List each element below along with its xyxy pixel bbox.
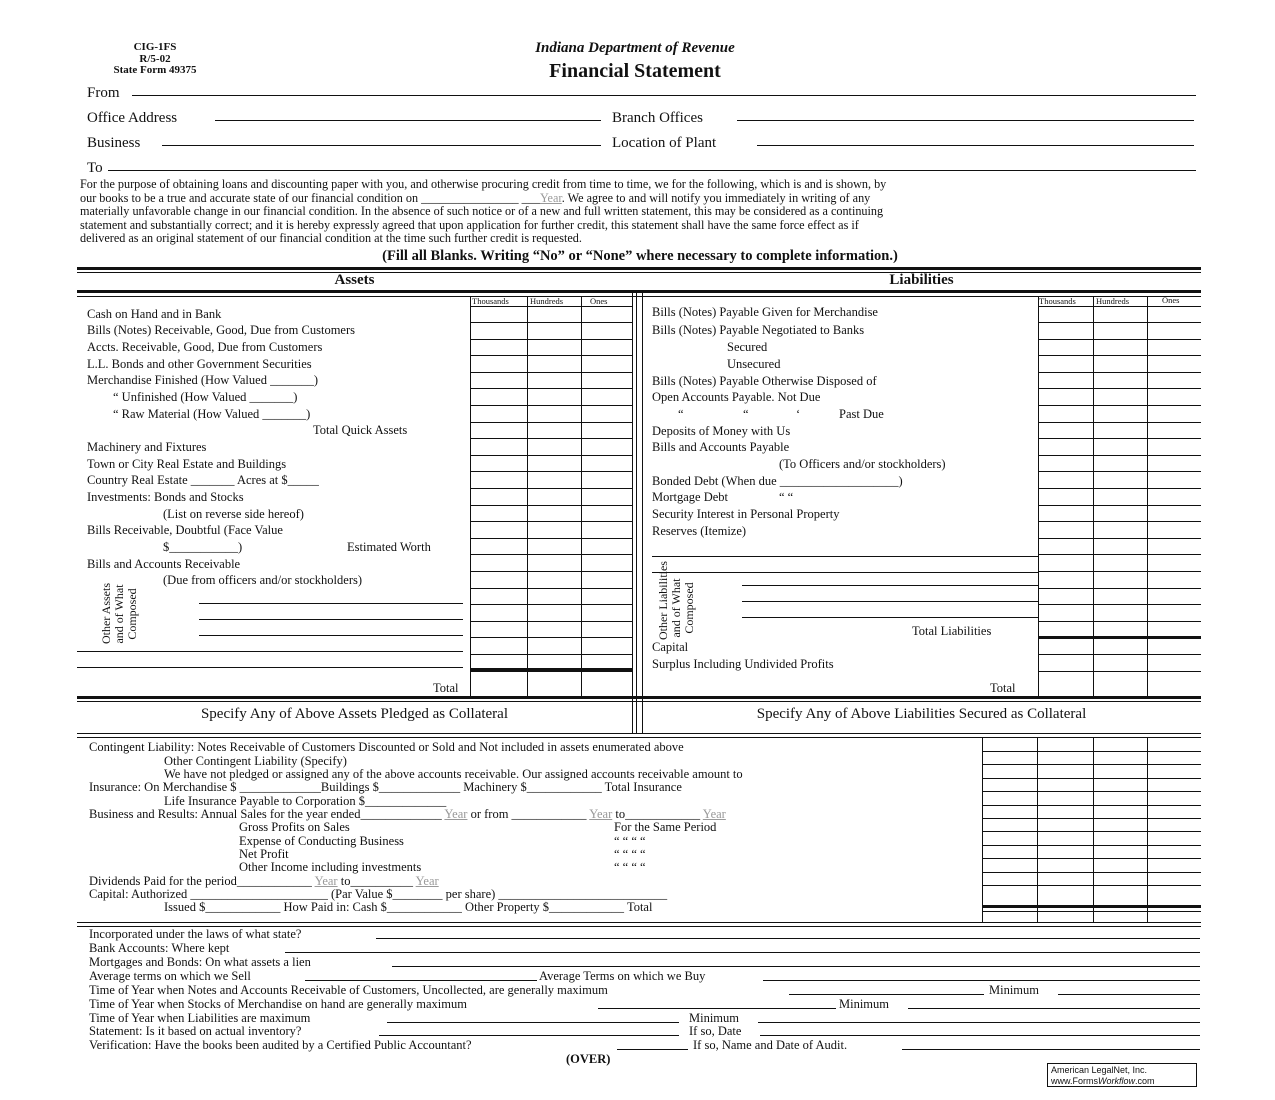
contingent-row-rule xyxy=(982,885,1201,886)
liabilities-row-rule xyxy=(1038,654,1201,655)
net-profit-label: Net Profit xyxy=(239,847,289,861)
contingent-row-rule xyxy=(982,831,1201,832)
contingent-total-rule xyxy=(982,905,1201,908)
other-assets-label: Other Assets and of What Composed xyxy=(99,583,140,644)
contingent-line-2: Other Contingent Liability (Specify) xyxy=(164,754,347,768)
asset-row-label: Merchandise Finished (How Valued _______) xyxy=(87,373,318,387)
liabilities-row-rule xyxy=(1038,455,1201,456)
face-value-field[interactable]: $___________) xyxy=(163,540,243,554)
contingent-row-rule xyxy=(982,818,1201,819)
from-label: From xyxy=(87,85,120,101)
notes-minimum-field[interactable] xyxy=(1058,994,1200,995)
capital-label: Capital xyxy=(652,640,689,654)
avg-buy-field[interactable] xyxy=(763,980,1200,981)
assets-row-rule xyxy=(470,322,632,323)
same-period-label: For the Same Period xyxy=(614,820,717,834)
liab-col-thousands: Thousands xyxy=(1039,296,1076,306)
other-assets-line[interactable] xyxy=(199,619,463,620)
business-field[interactable] xyxy=(162,145,601,146)
bills-merch-label: Bills (Notes) Payable Given for Merchandise xyxy=(652,305,878,319)
asset-row-label: Bills (Notes) Receivable, Good, Due from Customers xyxy=(87,323,356,337)
business-label: Business xyxy=(87,135,141,151)
stocks-max-field[interactable] xyxy=(598,1008,836,1009)
assets-row-rule xyxy=(470,405,632,406)
publisher-url: www.FormsWorkflow.com xyxy=(1051,1076,1155,1086)
bank-accounts-field[interactable] xyxy=(285,952,1200,953)
ditto-mark: “ xyxy=(743,407,749,421)
liabilities-row-rule xyxy=(1038,538,1201,539)
bills-accounts-receivable-label: Bills and Accounts Receivable xyxy=(87,557,241,571)
liabilities-row-rule xyxy=(1038,355,1201,356)
assets-row-rule xyxy=(470,388,632,389)
country-real-estate-label: Country Real Estate _______ Acres at $_____ xyxy=(87,473,319,487)
asset-row-label: Cash on Hand and in Bank xyxy=(87,307,222,321)
liabilities-row-rule xyxy=(1038,405,1201,406)
liab-col-ones: Ones xyxy=(1162,295,1180,305)
contingent-total-rule-2 xyxy=(982,911,1201,912)
intro-line-4: statement and substantially correct; and it is hereby expressly agreed that upon application for further credit, this statement shall have the same force effect as if xyxy=(80,217,859,232)
reserves-label: Reserves (Itemize) xyxy=(652,524,747,538)
intro-line-3: materially unfavorable change in our financial condition. In the absence of such notice or of a new and full written statement, this may be considered as a continuing xyxy=(80,204,884,219)
other-liabilities-label: Other Liabilities and of What Composed xyxy=(656,561,697,640)
liabilities-row-rule xyxy=(1038,488,1201,489)
dividend-from-year-field[interactable]: Year xyxy=(314,874,338,888)
assets-row-rule xyxy=(470,588,632,589)
verification-label: Verification: Have the books been audited by a Certified Public Accountant? xyxy=(89,1038,472,1052)
intro-line-2: our books to be a true and accurate state of our financial condition on ________________ ___Year. We agree to and will notify you immediately in writing of any xyxy=(80,190,871,205)
mortgage-ditto: “ “ xyxy=(779,490,794,504)
contingent-row-rule xyxy=(982,764,1201,765)
assets-col-hundreds: Hundreds xyxy=(530,296,564,306)
ditto-row: “ “ “ “ xyxy=(614,860,646,874)
from-year-field[interactable]: Year xyxy=(589,807,613,821)
ditto-row: “ “ “ “ xyxy=(614,847,646,861)
liabilities-row-rule xyxy=(1038,438,1201,439)
assets-row-rule xyxy=(470,455,632,456)
stocks-minimum-label: Minimum xyxy=(839,997,890,1011)
ditto-mark: ‘ xyxy=(796,407,801,421)
center-divider-right xyxy=(636,290,637,733)
bills-other-label: Bills (Notes) Payable Otherwise Disposed of xyxy=(652,374,877,388)
insurance-line: Insurance: On Merchandise $ _____________Buildings $_____________ Machinery $____________ Total Insurance xyxy=(89,780,682,794)
other-liabilities-line[interactable] xyxy=(742,601,1038,602)
assets-col-ones: Ones xyxy=(590,296,608,306)
assets-row-rule xyxy=(470,339,632,340)
assets-row-rule xyxy=(470,538,632,539)
notes-max-field[interactable] xyxy=(789,994,984,995)
publisher-name: American LegalNet, Inc. xyxy=(1051,1065,1148,1075)
assets-row-rule xyxy=(470,637,632,638)
dividends-line: Dividends Paid for the period____________ Year to__________ Year xyxy=(89,874,439,888)
assets-total-rule xyxy=(470,668,632,671)
avg-sell-field[interactable] xyxy=(305,980,537,981)
contingent-line-1: Contingent Liability: Notes Receivable of Customers Discounted or Sold and Not included in assets enumerated above xyxy=(89,740,684,754)
assets-row-rule xyxy=(470,521,632,522)
liabilities-row-rule xyxy=(1038,554,1201,555)
total-quick-assets-label: Total Quick Assets xyxy=(313,423,408,437)
total-liabilities-label: Total Liabilities xyxy=(912,624,992,638)
other-income-label: Other Income including investments xyxy=(239,860,422,874)
assets-collateral-label: Specify Any of Above Assets Pledged as Collateral xyxy=(200,706,509,722)
intro-paragraph xyxy=(80,178,1198,246)
machinery-label: Machinery and Fixtures xyxy=(87,440,207,454)
capital-authorized-line: Capital: Authorized ______________________ (Par Value $________ per share) ___________________________ xyxy=(89,887,668,901)
notes-max-label: Time of Year when Notes and Accounts Receivable of Customers, Uncollected, are generally maximum xyxy=(89,983,608,997)
liabilities-row-rule xyxy=(1038,471,1201,472)
to-field[interactable] xyxy=(108,170,1196,171)
assets-row-rule xyxy=(470,372,632,373)
heading-bottom-rule-2 xyxy=(77,296,1201,297)
asset-row-label: L.L. Bonds and other Government Securities xyxy=(87,357,312,371)
intro-year-field[interactable]: Year xyxy=(539,190,562,205)
branch-offices-field[interactable] xyxy=(737,120,1194,121)
assets-col-thousands: Thousands xyxy=(472,296,509,306)
statement-label: Statement: Is it based on actual inventory? xyxy=(89,1024,302,1038)
security-interest-label: Security Interest in Personal Property xyxy=(652,507,840,521)
page-title: Financial Statement xyxy=(549,60,721,82)
form-code-block xyxy=(80,42,230,77)
mortgages-label: Mortgages and Bonds: On what assets a lien xyxy=(89,955,311,969)
audit-name-field[interactable] xyxy=(902,1049,1200,1050)
liabilities-row-rule xyxy=(1038,588,1201,589)
from-field[interactable] xyxy=(132,95,1196,96)
intro-line-5: delivered as an original statement of our financial condition at the time such further credit is requested. xyxy=(80,231,582,246)
avg-sell-label: Average terms on which we Sell xyxy=(89,969,251,983)
assets-row-rule xyxy=(470,554,632,555)
office-address-label: Office Address xyxy=(87,110,178,126)
bills-doubtful-label: Bills Receivable, Doubtful (Face Value xyxy=(87,523,283,537)
liabilities-row-rule xyxy=(1038,621,1201,622)
collateral-bottom-rule xyxy=(77,733,1201,734)
center-divider-left xyxy=(632,290,633,733)
ditto-row: “ “ “ “ xyxy=(614,834,646,848)
publisher-stamp xyxy=(1047,1063,1197,1087)
if-so-date-label: If so, Date xyxy=(689,1024,742,1038)
contingent-row-rule xyxy=(982,751,1201,752)
liab-max-field[interactable] xyxy=(387,1022,679,1023)
liab-minimum-label: Minimum xyxy=(689,1011,740,1025)
if-so-date-field[interactable] xyxy=(760,1035,1200,1036)
list-reverse-label: (List on reverse side hereof) xyxy=(163,507,304,521)
sales-year-field[interactable]: Year xyxy=(444,807,468,821)
assets-row-rule xyxy=(470,355,632,356)
heading-bottom-rule xyxy=(77,290,1201,293)
section-divider xyxy=(77,922,1201,923)
verification-field[interactable] xyxy=(617,1049,688,1050)
assets-row-rule xyxy=(470,604,632,605)
assets-row-rule xyxy=(470,471,632,472)
investments-label: Investments: Bonds and Stocks xyxy=(87,490,244,504)
location-of-plant-field[interactable] xyxy=(757,145,1194,146)
incorporated-field[interactable] xyxy=(376,938,1200,939)
table-bottom-rule-2 xyxy=(77,701,1201,702)
contingent-row-rule xyxy=(982,845,1201,846)
other-assets-line[interactable] xyxy=(199,635,463,636)
assets-row-rule xyxy=(470,488,632,489)
bank-accounts-label: Bank Accounts: Where kept xyxy=(89,941,230,955)
town-real-estate-label: Town or City Real Estate and Buildings xyxy=(87,457,287,471)
contingent-line-3: We have not pledged or assigned any of the above accounts receivable. Our assigned accounts receivable amount to xyxy=(164,767,743,781)
bills-banks-label: Bills (Notes) Payable Negotiated to Banks xyxy=(652,323,865,337)
liabilities-row-rule xyxy=(1038,339,1201,340)
asset-row-label: Accts. Receivable, Good, Due from Customers xyxy=(87,340,323,354)
avg-buy-label: Average Terms on which we Buy xyxy=(539,969,706,983)
liabilities-row-rule xyxy=(1038,571,1201,572)
estimated-worth-label: Estimated Worth xyxy=(347,540,431,554)
table-bottom-rule xyxy=(77,696,1201,699)
contingent-row-rule xyxy=(982,872,1201,873)
liabilities-row-rule xyxy=(1038,372,1201,373)
expense-label: Expense of Conducting Business xyxy=(239,834,404,848)
assets-heading: Assets xyxy=(334,272,375,288)
asset-row-label: “ Unfinished (How Valued _______) xyxy=(113,390,298,404)
liabilities-row-rule xyxy=(1038,604,1201,605)
contingent-row-rule xyxy=(982,858,1201,859)
contingent-row-rule xyxy=(982,791,1201,792)
other-assets-rule xyxy=(77,651,463,652)
liab-minimum-field[interactable] xyxy=(758,1022,1200,1023)
notes-minimum-label: Minimum xyxy=(989,983,1040,997)
secured-label: Secured xyxy=(727,340,768,354)
state-form-number: State Form 49375 xyxy=(113,64,197,77)
to-label: To xyxy=(87,160,103,176)
form-code: CIG-1FS xyxy=(133,41,177,53)
branch-offices-label: Branch Offices xyxy=(612,110,703,126)
issued-line: Issued $____________ How Paid in: Cash $____________ Other Property $____________ Total xyxy=(164,900,653,914)
liab-total-liabilities-rule xyxy=(1038,636,1201,639)
other-liabilities-line[interactable] xyxy=(742,617,1038,618)
over-label: (OVER) xyxy=(566,1052,611,1066)
annual-sales-line: Business and Results: Annual Sales for the year ended_____________ Year or from ____________ Year to____________ Year xyxy=(89,807,726,821)
bills-accounts-payable-label: Bills and Accounts Payable xyxy=(652,440,790,454)
life-insurance-line: Life Insurance Payable to Corporation $_____________ xyxy=(164,794,447,808)
liabilities-row-rule xyxy=(1038,671,1201,672)
office-address-field[interactable] xyxy=(215,120,601,121)
liab-col-header-rule xyxy=(1038,306,1201,307)
open-accounts-label: Open Accounts Payable. Not Due xyxy=(652,390,821,404)
assets-total-label: Total xyxy=(433,681,459,695)
assets-row-rule xyxy=(470,505,632,506)
assets-row-rule xyxy=(470,621,632,622)
stocks-max-label: Time of Year when Stocks of Merchandise on hand are generally maximum xyxy=(89,997,467,1011)
reserves-line[interactable] xyxy=(652,556,1038,557)
dividend-to-year-field[interactable]: Year xyxy=(415,874,439,888)
reserves-line[interactable] xyxy=(652,572,1038,573)
liabilities-row-rule xyxy=(1038,505,1201,506)
other-assets-line[interactable] xyxy=(199,603,463,604)
assets-row-rule xyxy=(470,422,632,423)
past-due-label: Past Due xyxy=(839,407,884,421)
liab-col-hundreds: Hundreds xyxy=(1096,296,1130,306)
contingent-row-rule xyxy=(982,805,1201,806)
ditto-mark: “ xyxy=(678,407,684,421)
mortgage-debt-label: Mortgage Debt xyxy=(652,490,729,504)
agency-name: Indiana Department of Revenue xyxy=(535,40,735,56)
table-top-rule xyxy=(77,267,1201,270)
deposits-label: Deposits of Money with Us xyxy=(652,424,791,438)
liabilities-row-rule xyxy=(1038,322,1201,323)
if-so-name-label: If so, Name and Date of Audit. xyxy=(693,1038,848,1052)
liabilities-row-rule xyxy=(1038,521,1201,522)
to-year-field[interactable]: Year xyxy=(702,807,726,821)
mortgages-field[interactable] xyxy=(392,966,1200,967)
assets-row-rule xyxy=(470,654,632,655)
collateral-bottom-rule-2 xyxy=(77,737,1201,738)
liabilities-total-label: Total xyxy=(990,681,1016,695)
bonded-debt-label: Bonded Debt (When due ___________________) xyxy=(652,474,903,488)
stocks-minimum-field[interactable] xyxy=(908,1008,1200,1009)
other-liabilities-line[interactable] xyxy=(742,585,1038,586)
assets-row-rule xyxy=(470,571,632,572)
center-divider-far xyxy=(642,290,643,733)
asset-row-label: “ Raw Material (How Valued _______) xyxy=(113,407,311,421)
other-assets-rule xyxy=(77,667,463,668)
location-of-plant-label: Location of Plant xyxy=(612,135,717,151)
to-officers-label: (To Officers and/or stockholders) xyxy=(779,457,946,471)
gross-profits-label: Gross Profits on Sales xyxy=(239,820,350,834)
liabilities-row-rule xyxy=(1038,388,1201,389)
assets-col-header-rule xyxy=(470,306,632,307)
statement-field[interactable] xyxy=(379,1035,679,1036)
incorporated-label: Incorporated under the laws of what state? xyxy=(89,927,302,941)
liabilities-row-rule xyxy=(1038,422,1201,423)
surplus-label: Surplus Including Undivided Profits xyxy=(652,657,834,671)
intro-line-1: For the purpose of obtaining loans and discounting paper with you, and otherwise procuring credit from time to time, we for the following, which is and is shown, by xyxy=(80,177,887,191)
form-revision: R/5-02 xyxy=(139,52,171,65)
contingent-row-rule xyxy=(982,778,1201,779)
liabilities-collateral-label: Specify Any of Above Liabilities Secured as Collateral xyxy=(756,706,1087,722)
assets-row-rule xyxy=(470,438,632,439)
liabilities-heading: Liabilities xyxy=(889,272,954,288)
due-officers-label: (Due from officers and/or stockholders) xyxy=(163,573,363,587)
liab-max-label: Time of Year when Liabilities are maximum xyxy=(89,1011,311,1025)
fill-instruction: (Fill all Blanks. Writing “No” or “None” where necessary to complete information.) xyxy=(382,248,898,264)
unsecured-label: Unsecured xyxy=(727,357,781,371)
